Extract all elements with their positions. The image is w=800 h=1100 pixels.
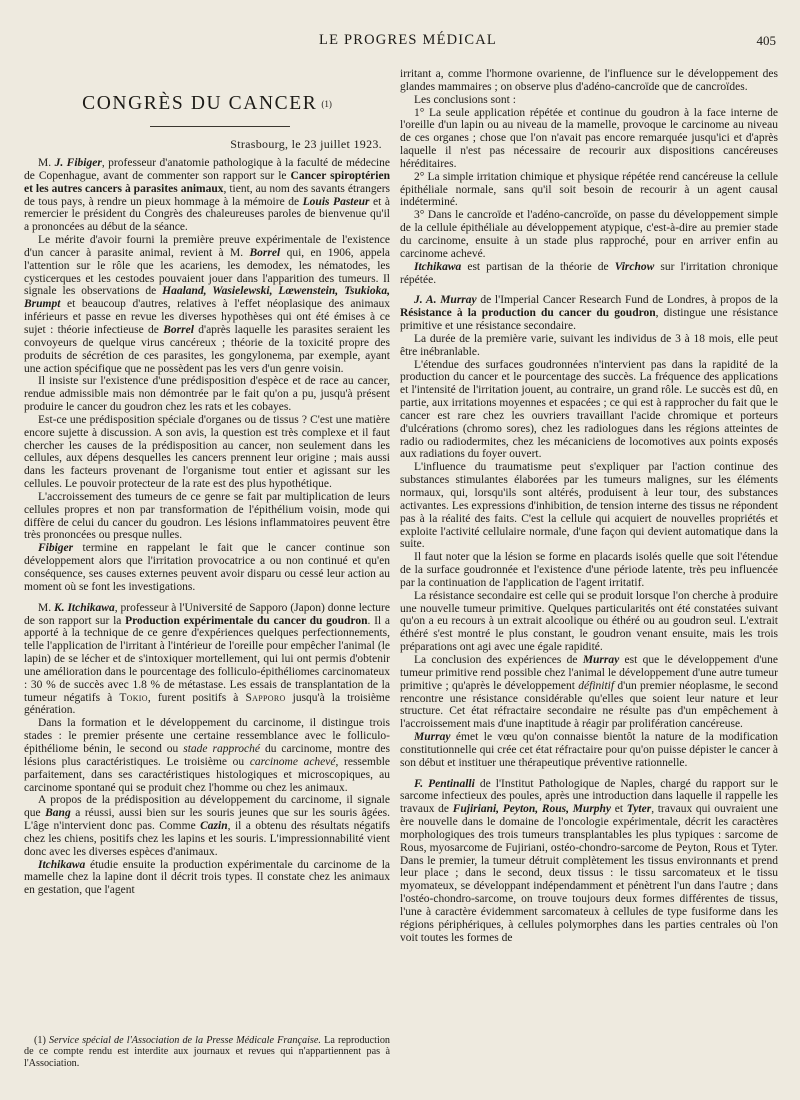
- text-run: Les conclusions sont :: [414, 93, 516, 106]
- text-run: qui, en 1906, appela l'attention sur le rôle que les acariens, les demodex, les nématodes, les cysticerques et les cestodes pouvaient jouer dans l'apparition des tumeurs. Il signale les observations de: [24, 246, 391, 298]
- article-heading: [24, 92, 390, 116]
- person-name: Itchikawa: [414, 260, 462, 273]
- emphasis: carcinome achevé: [249, 755, 336, 768]
- paragraph: [24, 414, 390, 491]
- person-name: F. Pentinalli: [414, 777, 475, 790]
- report-section: [24, 157, 390, 594]
- text-run: Il insiste sur l'existence d'une prédisposition d'espèce et de race au cancer, rendue admissible mais non démontrée par le fait qu'on a pu, jusqu'à présent produire le cancer du goudron chez les rats et les cobayes.: [24, 375, 390, 414]
- paragraph: [400, 654, 778, 731]
- paragraph: [24, 491, 390, 542]
- emphasis: définitif: [578, 679, 615, 692]
- emphasis: Service spécial de l'Association de la Presse Médicale Française.: [49, 1034, 321, 1046]
- text-run: M.: [38, 157, 55, 169]
- paragraph: [400, 590, 778, 654]
- right-column: [400, 68, 778, 945]
- place-name: Tokio: [119, 691, 148, 704]
- text-run: termine en rappelant le fait que le cancer continue son développement alors que l'irritation provocatrice a ou non continué et qu'en conséquence, ses causes externes peuvent avoir disparu ou cessé leur action au moment où se font les investigations.: [24, 542, 390, 593]
- text-run: La reproduction de ce compte rendu est interdite aux journaux et revues qui n'appartiennent pas à l'Association.: [24, 1034, 391, 1070]
- text-run: du carcinome, montre des lésions plus caractéristiques. Le troisième ou: [24, 742, 390, 768]
- paragraph: [400, 333, 778, 359]
- paragraph: [24, 157, 390, 234]
- text-run: a réussi, aussi bien sur les souris jeunes que sur les souris âgées. L'âge n'intervient donc pas. Comme: [24, 807, 390, 833]
- journal-title: LE PROGRES MÉDICAL: [319, 32, 497, 48]
- text-run: L'étendue des surfaces goudronnées n'intervient pas dans la rapidité de la production du cancer et le pourcentage des succès. La fréquence des applications et l'intensité de l'irritation jouent, au contraire, un grand rôle. Le succès est dû, en partie, aux irritations moyennes et espacées ; ce qui est à rapprocher du fait que le cancer est rare chez les ouvriers travaillant l'acide chromique et porteurs d'ulcérations (chromo sores), chez les radiologues dans les régions atteintes de radio ou radiodermites, chez les mécaniciens de locomotives aux points exposés aux radiations du foyer ouvert.: [400, 358, 778, 461]
- report-section: [24, 602, 390, 897]
- text-run: , distingue une résistance primitive et une résistance secondaire.: [400, 307, 778, 333]
- text-run: d'un premier néoplasme, le second rencontre une résistance considérable qu'elles que soient leur nature et leur structure. Cet état réfractaire secondaire ne résulte pas d'un empêchement à l'accroissement mais d'une inaptitude à réagir par prolifération cancéreuse.: [400, 679, 778, 731]
- paragraph: [24, 859, 390, 898]
- text-run: , travaux qui ouvraient une ère nouvelle dans le domaine de l'oncologie expérimentale, décrit les caractères morphologiques des trois tumeurs transplantables les plus typiques : sarcome de Rous, myosarcome de Fujiriani, ostéo-chondro-sarcome de Peyton, Rous et Tyter. Dans le premier, la tumeur détruit complètement les tissus environnants et prend leur place ; dans le second, deux tissus : le tissu sarcomateux et le tissu myomateux, se développant indépendamment et pénètrent l'un dans l'autre ; dans l'ostéo-chondro-sarcome, on trouve toujours deux formes différentes de tissus, l'une à caractère évidemment sarcomateux à cellules de type fusiforme dans les régions périphériques, à cellules polymorphes dans les parties centrales où l'on voit toutes les formes de: [400, 803, 778, 944]
- text-run: 3° Dans le cancroïde et l'adéno-cancroïde, on passe du développement simple de la cellule épithéliale au développement atypique, c'est-à-dire au premier stade du carcinome, ensuite à un stade plus rapproché, pour en arriver enfin au carcinome achevé.: [400, 209, 778, 260]
- text-run: d'après laquelle les parasites seraient les convoyeurs de quelque virus cancéreux ; théorie de la toxicité propre des produits de sécrétion de ces parasites, les gongylonema, par exemple, ayant une action spécifique que ne possèdent pas les vers d'un genre voisin.: [24, 323, 390, 375]
- text-run: , tient, au nom des savants étrangers de tous pays, à rendre un pieux hommage à la mémoire de: [24, 182, 390, 208]
- text-run: M.: [38, 601, 54, 614]
- report-section: [400, 294, 778, 769]
- text-run: 1° La seule application répétée et continue du goudron à la face interne de l'oreille d'un lapin ou au niveau de la mamelle, provoque le carcinome au niveau de ces organes ; chose que l'on n'avait pas encore remarquée jusqu'ici et d'après laquelle il n'est pas nécessaire de recourir aux dispositions cancéreuses héréditaires.: [400, 106, 778, 170]
- emphasis: stade rapproché: [183, 742, 260, 755]
- text-run: et à remercier le président du Congrès des chaleureuses paroles de bienvenue qu'il a prononcées au début de la séance.: [24, 195, 391, 234]
- paragraph: [400, 94, 778, 107]
- text-run: irritant a, comme l'hormone ovarienne, de l'influence sur le développement des glandes mammaires ; on observe plus d'adéno-cancroïde que de cancroïdes.: [400, 68, 778, 93]
- title-rule: [150, 126, 290, 127]
- text-run: , furent positifs à: [147, 691, 246, 704]
- person-name: Louis Pasteur: [302, 195, 370, 208]
- person-name: J. Fibiger: [54, 157, 102, 169]
- report-section: [400, 778, 778, 945]
- text-run: est partisan de la théorie de: [461, 260, 615, 273]
- text-run: Dans la formation et le développement du carcinome, il distingue trois stades : le premier présente une certaine ressemblance avec le folliculo-épithéliome bénin, le second ou: [24, 717, 390, 755]
- left-column-body: [24, 157, 390, 897]
- text-run: Est-ce une prédisposition spéciale d'organes ou de tissus ? C'est une matière encore sujette à discussion. A son avis, la question est très complexe et il faut chercher les causes de la prédisposition au cancer, non seulement dans les cellules, aux dépens desquelles les cancers prennent leur origine ; mais aussi dans les facteurs provenant de l'organisme tout entier et agissant sur les cellules. Le pouvoir protecteur de la rate est des plus hypothétique.: [24, 413, 390, 491]
- person-name: Fujiriani, Peyton, Rous, Murphy: [452, 803, 612, 816]
- paragraph: [24, 542, 390, 593]
- footnote-marker: (1): [321, 99, 332, 109]
- text-run: La conclusion des expériences de: [414, 653, 583, 666]
- paragraph: [400, 107, 778, 171]
- report-section: [400, 68, 778, 286]
- dateline: Strasbourg, le 23 juillet 1923.: [230, 137, 382, 151]
- text-run: Le mérite d'avoir fourni la première preuve expérimentale de l'existence d'un cancer à parasite animal, revient à M.: [24, 234, 390, 259]
- person-name: Haaland, Wasielewski, Lœwenstein, Tsukioka, Brumpt: [24, 285, 391, 311]
- paragraph: [24, 375, 390, 414]
- person-name: Borrel: [163, 323, 194, 336]
- article-title: [24, 92, 390, 116]
- person-name: K. Itchikawa: [54, 601, 115, 614]
- paragraph: [400, 359, 778, 462]
- paragraph: [400, 171, 778, 210]
- text-run: est que le développement d'une tumeur primitive rend possible chez l'animal le développement d'une autre tumeur primitive ; qu'après le développement: [400, 653, 778, 692]
- text-run: L'influence du traumatisme peut s'expliquer par l'action continue des substances stimulantes élaborées par les tumeurs malignes, sur les éléments normaux, qui, lorsqu'ils sont altérés, produisent à leur tour, des substances activantes. Les expressions d'inhibition, de tension interne des tissus ne répondent pas à la réalité des faits. C'est la cellule qui acquiert de nouvelles propriétés et exploite l'activité cellulaire normale, d'une façon qui devient automatique dans la suite.: [400, 461, 778, 551]
- person-name: Virchow: [614, 260, 655, 273]
- text-run: L'accroissement des tumeurs de ce genre se fait par multiplication de leurs cellules propres et non par transformation de l'épithélium voisin, mode qui diffère de celui du cancer du goudron. Les lésions inflammatoires peuvent être très prononcées ou presque nulles.: [24, 490, 390, 542]
- text-run: (1): [34, 1034, 49, 1046]
- text-run: 2° La simple irritation chimique et physique répétée rend cancéreuse la cellule épithéliale normale, sans qu'il soit besoin de recourir à un agent causal indéterminé.: [400, 170, 778, 209]
- place-name: Sapporo: [245, 691, 286, 704]
- article-title-text: CONGRÈS DU CANCER: [82, 93, 318, 114]
- paragraph: [24, 794, 390, 858]
- paragraph: [400, 294, 778, 333]
- report-topic: Résistance à la production du cancer du goudron: [400, 307, 656, 320]
- text-run: A propos de la prédisposition au développement du carcinome, il signale que: [24, 794, 390, 820]
- paragraph: [24, 234, 390, 375]
- text-run: de l'Imperial Cancer Research Fund de Londres, à propos de la: [476, 294, 778, 307]
- paragraph: [400, 551, 778, 590]
- person-name: Itchikawa: [38, 858, 86, 871]
- person-name: Tyter: [626, 803, 652, 816]
- text-run: Il faut noter que la lésion se forme en placards isolés quelle que soit l'étendue de la surface goudronnée et l'existence d'une période latente, très peu influencée par la continuation de l'application de l'agent irritatif.: [400, 551, 778, 589]
- text-run: La durée de la première varie, suivant les individus de 3 à 18 mois, elle peut être inébranlable.: [400, 332, 778, 358]
- footnote-text: [24, 1035, 390, 1070]
- left-column: [24, 86, 390, 1070]
- running-head: [0, 32, 800, 52]
- text-run: et: [611, 803, 627, 816]
- person-name: Murray: [582, 653, 620, 666]
- text-run: . Il a apporté à la technique de ce genre d'expériences quelques perfectionnements, telle l'application de l'irritant à l'intérieur de l'oreille pour empêcher l'animal (le lapin) de se lécher et de s'intoxiquer mortellement, qui lui ont permis d'obtenir une amélioration dans le pourcentage des folliculo-épithéliomes carcinomateux : 30 % de succès avec 1.8 % de métastase. Les essais de transplantation de la tumeur négatifs à: [24, 614, 390, 704]
- text-run: sur l'irritation chronique répétée.: [400, 260, 778, 286]
- paragraph: [400, 209, 778, 260]
- person-name: Borrel: [249, 246, 281, 259]
- report-topic: Cancer spiroptérien et les autres cancers à parasites animaux: [24, 169, 390, 195]
- paragraph: [400, 731, 778, 770]
- text-run: , professeur d'anatomie pathologique à la faculté de médecine de Copenhague, avant de commenter son rapport sur le: [24, 157, 390, 182]
- paragraph: [400, 778, 778, 945]
- person-name: Cazin: [200, 820, 228, 833]
- report-topic: Production expérimentale du cancer du goudron: [125, 614, 368, 627]
- text-run: et beaucoup d'autres, relatives à l'effet néoplasique des animaux inférieurs et passe en revue les diverses hypothèses qui ont été émises à ce sujet : théorie infectieuse de: [24, 298, 390, 336]
- paragraph: [24, 717, 390, 794]
- paragraph: [400, 261, 778, 287]
- page-number: 405: [756, 33, 776, 48]
- text-run: jusqu'à la troisième génération.: [24, 691, 390, 717]
- paragraph: [400, 68, 778, 94]
- person-name: J. A. Murray: [414, 294, 477, 307]
- text-run: La résistance secondaire est celle qui se produit lorsque l'on cherche à produire une nouvelle tumeur primitive. Quelques particularités ont été constatées suivant qu'on a eu recours à un extrait alcoolique ou éthéré ou au goudron seul. L'extrait éthéré s'est montré le plus constant, le goudron venant ensuite, mais les trois préparations ont agi avec une égale rapidité.: [400, 589, 778, 654]
- text-run: , ressemble parfaitement, dans ses caractéristiques histologiques et microscopiques, au carcinome spontané qui se produit chez l'homme ou chez les animaux.: [24, 755, 391, 794]
- paragraph: [400, 461, 778, 551]
- footnote: [24, 1035, 390, 1070]
- paragraph: [24, 602, 390, 718]
- text-run: , il a obtenu des résultats négatifs chez les chiens, positifs chez les lapins et les souris. L'impressionnabilité vient donc avec les diverses espèces d'animaux.: [24, 820, 390, 858]
- text-run: étudie ensuite la production expérimentale du carcinome de la mamelle chez la lapine dont il décrit trois types. Il constate chez les animaux en gestation, que l'agent: [24, 858, 390, 897]
- person-name: Bang: [45, 807, 71, 820]
- text-run: , professeur à l'Université de Sapporo (Japon) donne lecture de son rapport sur la: [24, 601, 390, 627]
- person-name: Fibiger: [38, 542, 74, 555]
- person-name: Murray: [414, 731, 451, 744]
- text-run: de l'Institut Pathologique de Naples, chargé du rapport sur le sarcome infectieux des poules, après une introduction dans laquelle il rappelle les travaux de: [400, 777, 778, 816]
- text-run: émet le vœu qu'on connaisse bientôt la nature de la modification constitutionnelle qui crée cet état réfractaire pour qu'on puisse dépister le cancer à son début et instituer une thérapeutique préventive rationnelle.: [400, 731, 778, 769]
